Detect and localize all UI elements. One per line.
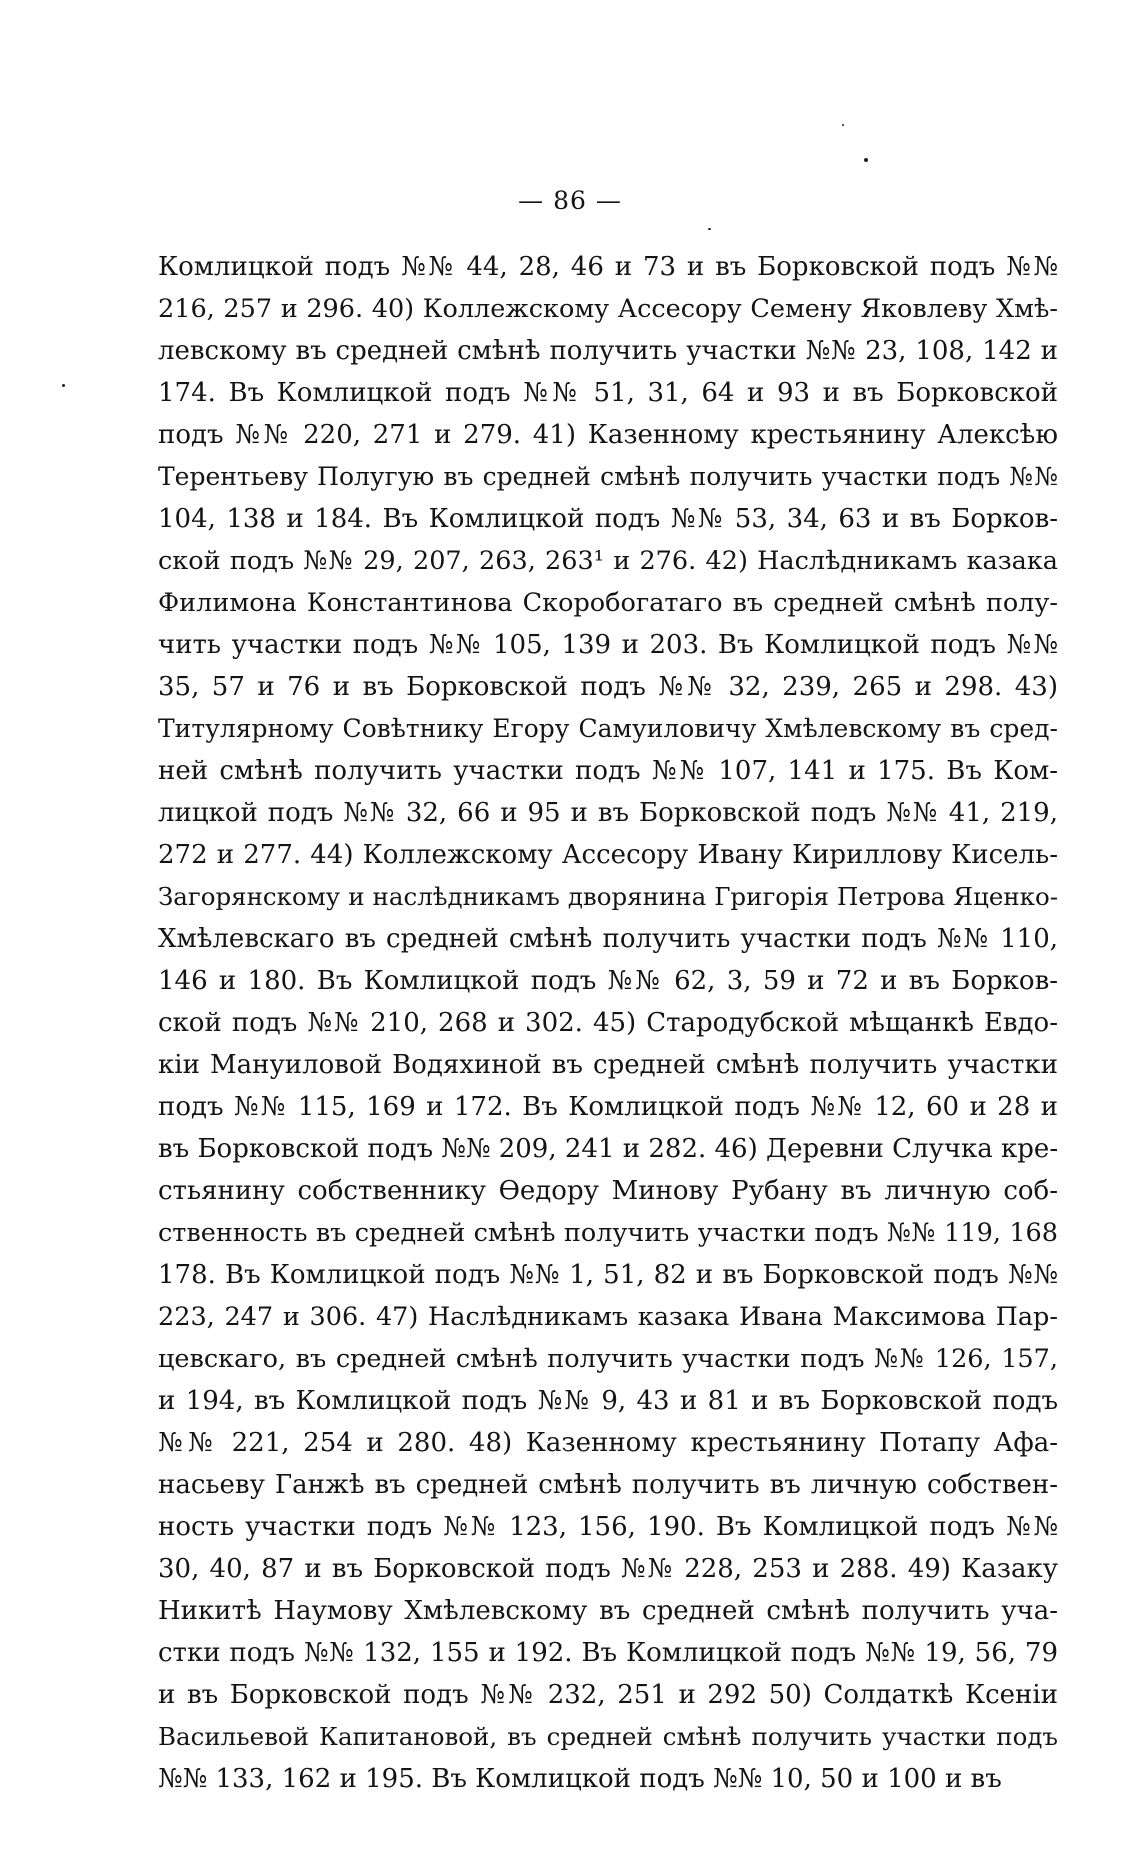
print-speck bbox=[708, 228, 711, 230]
text-line: стьянину собственнику Ѳедору Минову Рубану въ личную соб- bbox=[158, 1176, 1058, 1206]
text-line: Васильевой Капитановой, въ средней смѣнѣ получить участки подъ bbox=[158, 1722, 1058, 1751]
text-line: стки подъ №№ 132, 155 и 192. Въ Комлицкой подъ №№ 19, 56, 79 bbox=[158, 1638, 1058, 1668]
page-number: — 86 — bbox=[518, 186, 622, 215]
text-line: 216, 257 и 296. 40) Коллежскому Ассесору Семену Яковлеву Хмѣ- bbox=[158, 294, 1058, 324]
text-line: ской подъ №№ 29, 207, 263, 263¹ и 276. 42) Наслѣдникамъ казака bbox=[158, 546, 1058, 576]
body-text bbox=[158, 246, 1058, 1800]
text-line: ской подъ №№ 210, 268 и 302. 45) Стародубской мѣщанкѣ Евдо- bbox=[158, 1008, 1058, 1038]
text-line: №№ 221, 254 и 280. 48) Казенному крестьянину Потапу Афа- bbox=[158, 1428, 1058, 1458]
text-line: Филимона Константинова Скоробогатаго въ средней смѣнѣ полу- bbox=[158, 588, 1058, 618]
text-line: Хмѣлевскаго въ средней смѣнѣ получить участки подъ №№ 110, bbox=[158, 924, 1058, 954]
text-line: въ Борковской подъ №№ 209, 241 и 282. 46) Деревни Случка кре- bbox=[158, 1134, 1058, 1164]
text-line: 35, 57 и 76 и въ Борковской подъ №№ 32, 239, 265 и 298. 43) bbox=[158, 672, 1058, 702]
text-line: 272 и 277. 44) Коллежскому Ассесору Ивану Кириллову Кисель- bbox=[158, 840, 1058, 870]
text-line: Титулярному Совѣтнику Егору Самуиловичу Хмѣлевскому въ сред- bbox=[158, 714, 1058, 743]
text-line: ственность въ средней смѣнѣ получить участки подъ №№ 119, 168 bbox=[158, 1218, 1058, 1248]
text-line: 174. Въ Комлицкой подъ №№ 51, 31, 64 и 93 и въ Борковской bbox=[158, 378, 1058, 408]
text-line: подъ №№ 220, 271 и 279. 41) Казенному крестьянину Алексѣю bbox=[158, 420, 1058, 450]
text-line: ней смѣнѣ получить участки подъ №№ 107, 141 и 175. Въ Ком- bbox=[158, 756, 1058, 786]
text-line: №№ 133, 162 и 195. Въ Комлицкой подъ №№ 10, 50 и 100 и въ bbox=[158, 1764, 1002, 1794]
text-line: Никитѣ Наумову Хмѣлевскому въ средней смѣнѣ получить уча- bbox=[158, 1596, 1058, 1626]
text-line: 223, 247 и 306. 47) Наслѣдникамъ казака Ивана Максимова Пар- bbox=[158, 1302, 1058, 1332]
print-speck bbox=[842, 124, 844, 126]
text-line: левскому въ средней смѣнѣ получить участки №№ 23, 108, 142 и bbox=[158, 336, 1058, 366]
text-line: цевскаго, въ средней смѣнѣ получить участки подъ №№ 126, 157, bbox=[158, 1344, 1058, 1374]
text-line: кіи Мануиловой Водяхиной въ средней смѣнѣ получить участки bbox=[158, 1050, 1058, 1080]
text-line: Комлицкой подъ №№ 44, 28, 46 и 73 и въ Борковской подъ №№ bbox=[158, 252, 1058, 282]
text-line: лицкой подъ №№ 32, 66 и 95 и въ Борковской подъ №№ 41, 219, bbox=[158, 798, 1058, 828]
text-line: насьеву Ганжѣ въ средней смѣнѣ получить въ личную собствен- bbox=[158, 1470, 1058, 1500]
text-line: 146 и 180. Въ Комлицкой подъ №№ 62, 3, 59 и 72 и въ Борков- bbox=[158, 966, 1058, 996]
text-line: и въ Борковской подъ №№ 232, 251 и 292 50) Солдаткѣ Ксеніи bbox=[158, 1680, 1058, 1710]
text-line: ность участки подъ №№ 123, 156, 190. Въ Комлицкой подъ №№ bbox=[158, 1512, 1058, 1542]
text-line: чить участки подъ №№ 105, 139 и 203. Въ Комлицкой подъ №№ bbox=[158, 630, 1058, 660]
print-speck bbox=[864, 158, 868, 162]
text-line: Загорянскому и наслѣдникамъ дворянина Григорія Петрова Яценко- bbox=[158, 882, 1058, 911]
text-line: Терентьеву Полугую въ средней смѣнѣ получить участки подъ №№ bbox=[158, 462, 1058, 491]
print-speck bbox=[62, 384, 65, 387]
text-line: и 194, въ Комлицкой подъ №№ 9, 43 и 81 и въ Борковской подъ bbox=[158, 1386, 1058, 1416]
text-line: 178. Въ Комлицкой подъ №№ 1, 51, 82 и въ Борковской подъ №№ bbox=[158, 1260, 1058, 1290]
text-line: 30, 40, 87 и въ Борковской подъ №№ 228, 253 и 288. 49) Казаку bbox=[158, 1554, 1058, 1584]
text-line: подъ №№ 115, 169 и 172. Въ Комлицкой подъ №№ 12, 60 и 28 и bbox=[158, 1092, 1058, 1122]
text-line: 104, 138 и 184. Въ Комлицкой подъ №№ 53, 34, 63 и въ Борков- bbox=[158, 504, 1058, 534]
